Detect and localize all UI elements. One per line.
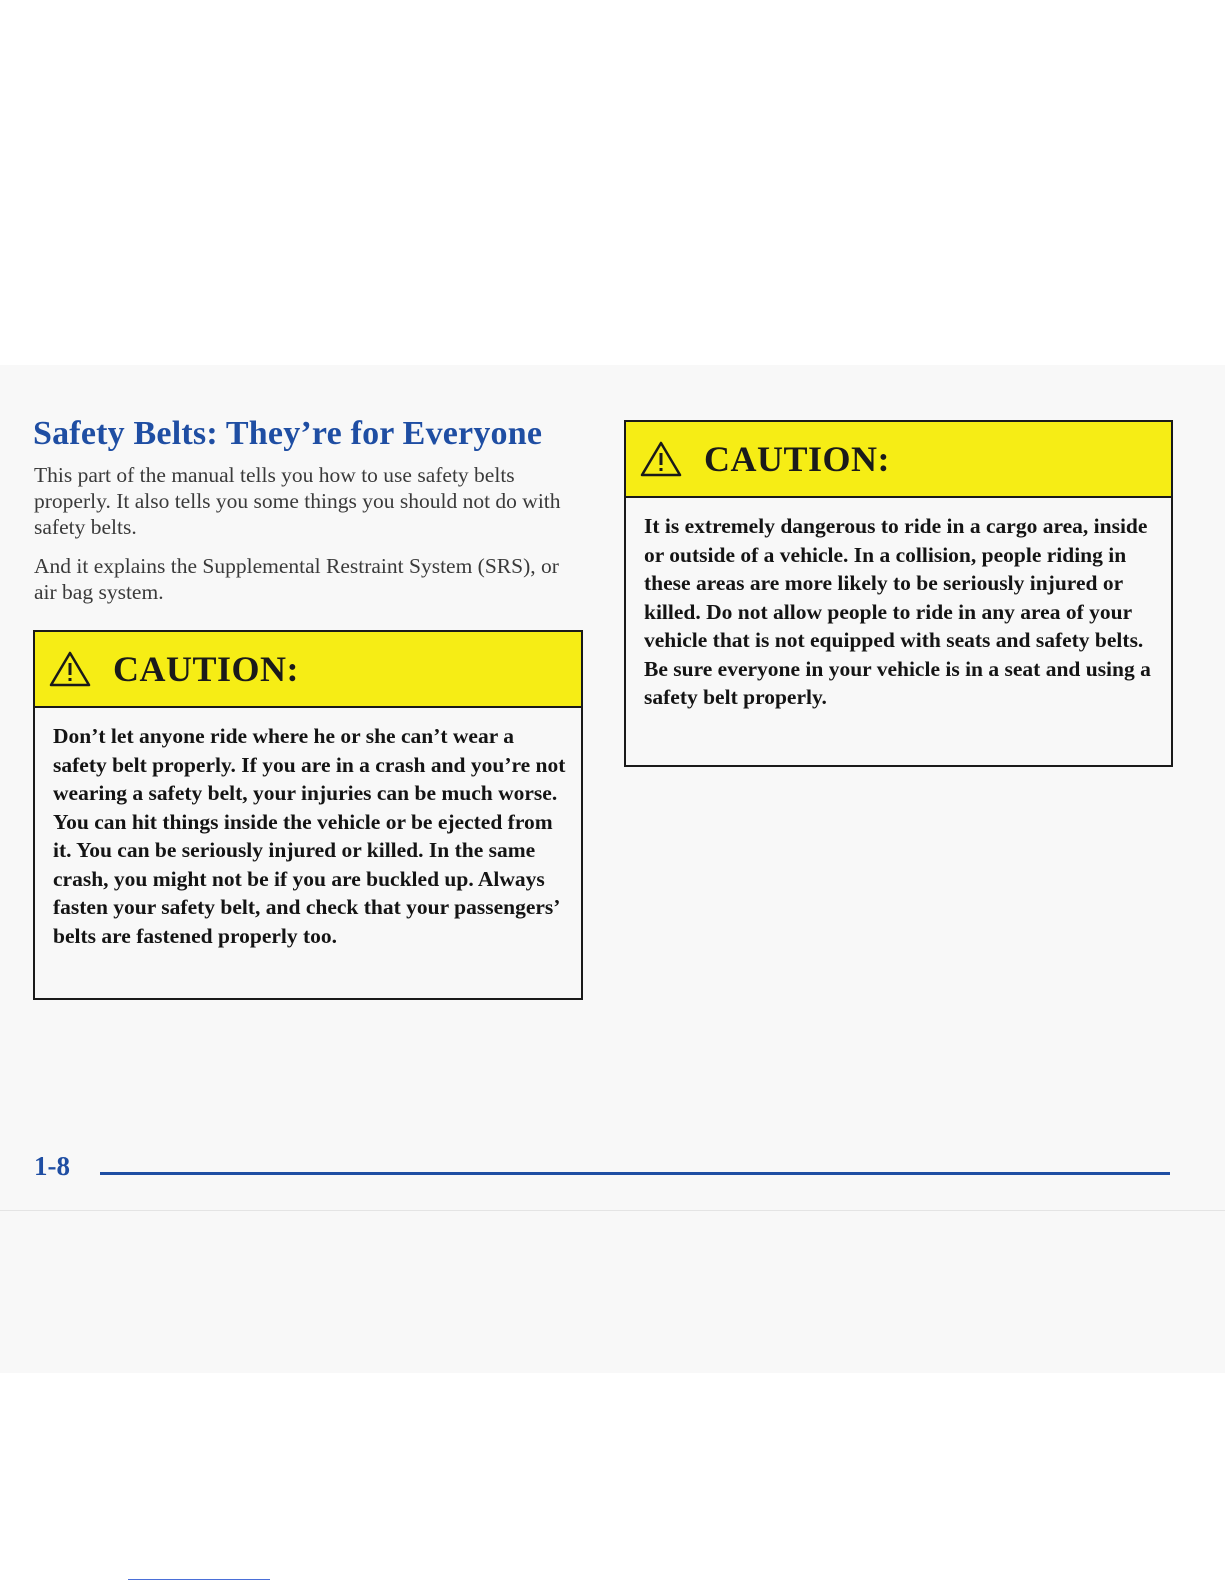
srs-paragraph: And it explains the Supplemental Restraint System (SRS), or air bag system. [34,554,559,604]
caution-label: CAUTION: [704,439,891,479]
caution-box-ride-position [33,630,583,1000]
caution-box-cargo-area [624,420,1173,767]
intro-paragraph: This part of the manual tells you how to use safety belts properly. It also tells you some things you should not do with safety belts. [34,463,561,539]
caution-header [35,632,581,708]
section-title: Safety Belts: They’re for Everyone [33,415,543,452]
caution-label: CAUTION: [113,649,300,689]
link-underline [128,1579,270,1580]
caution-header [626,422,1171,498]
warning-triangle-icon [640,440,682,478]
page-bottom-divider [0,1210,1225,1211]
page-number: 1-8 [34,1151,70,1181]
warning-triangle-icon [49,650,91,688]
manual-page [0,365,1225,1373]
caution-text: Don’t let anyone ride where he or she can’t wear a safety belt properly. If you are in a crash and you’re not wearing a safety belt, your injuries can be much worse. You can hit things inside the vehicle or be ejected from it. You can be seriously injured or killed. In the same crash, you might not be if you are buckled up. Always fasten your safety belt, and check that your passengers’ belts are fastened properly too. [53,724,566,948]
caution-text: It is extremely dangerous to ride in a cargo area, inside or outside of a vehicle. In a collision, people riding in these areas are more likely to be seriously injured or killed. Do not allow people to ride in any area of your vehicle that is not equipped with seats and safety belts. Be sure everyone in your vehicle is in a seat and using a safety belt properly. [644,514,1151,709]
footer-rule [100,1172,1170,1175]
